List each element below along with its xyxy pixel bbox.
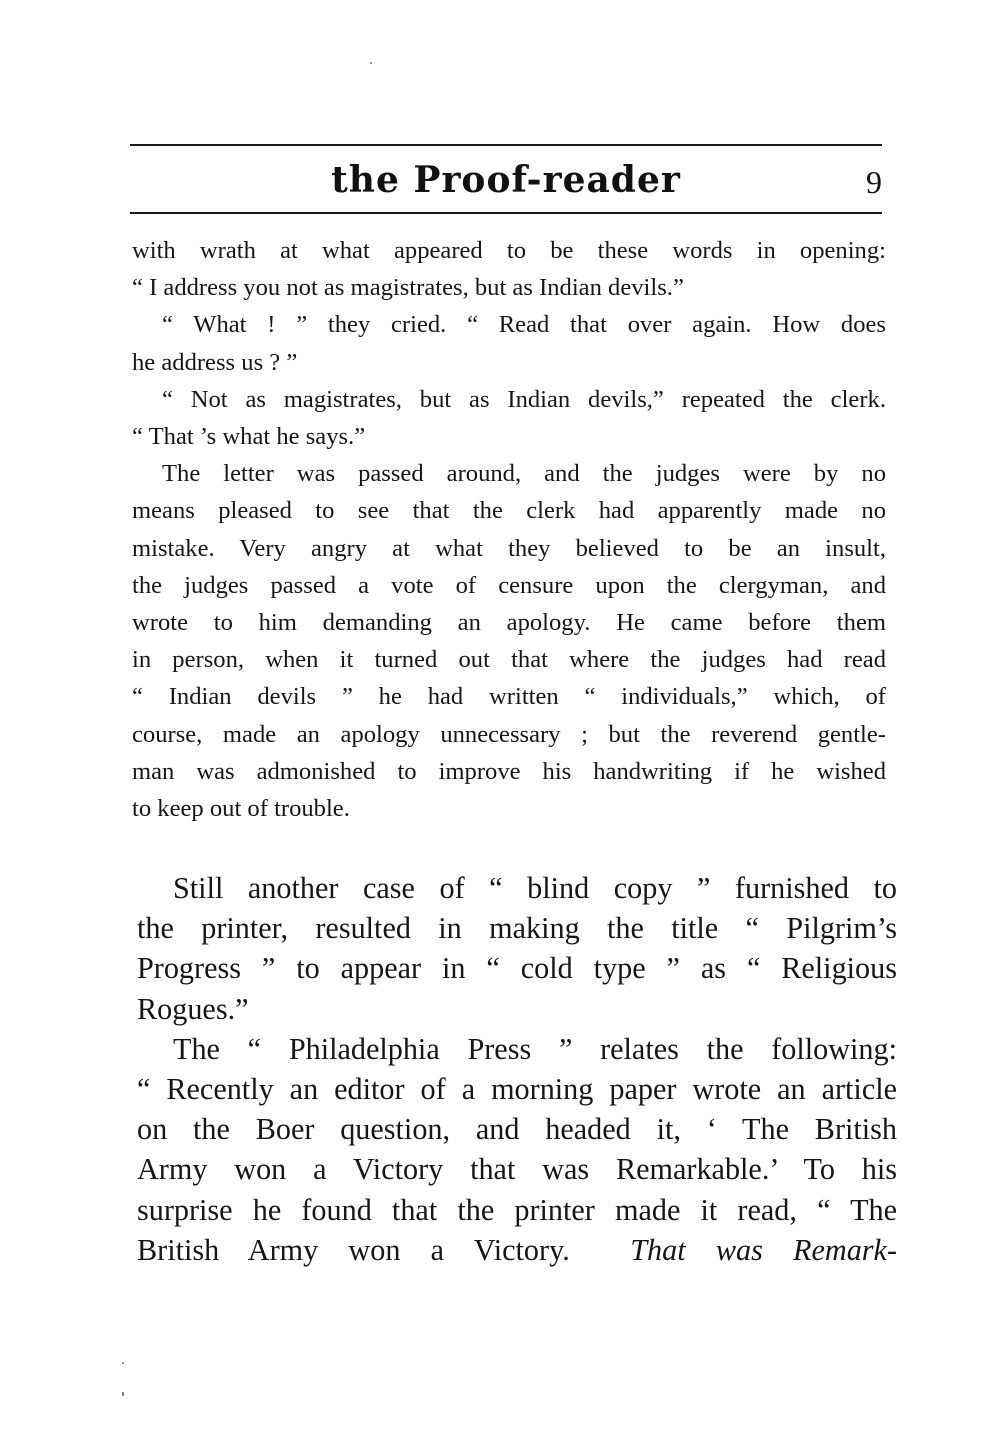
text-line: “ What ! ” they cried. “ Read that over again. How does — [162, 311, 886, 339]
paper-speck — [122, 1392, 124, 1396]
text-line: the printer, resulted in making the title “ Pilgrim’s — [137, 911, 897, 946]
passage-large-print — [137, 868, 897, 1270]
text-line-start: British Army won a Victory. — [137, 1232, 570, 1267]
header-rule-top — [130, 144, 882, 146]
text-line: “ Indian devils ” he had written “ individuals,” which, of — [132, 683, 886, 711]
text-line: Army won a Victory that was Remarkable.’ To his — [137, 1152, 897, 1187]
text-line: “ Recently an editor of a morning paper wrote an article — [137, 1072, 897, 1107]
text-line: mistake. Very angry at what they believed to be an insult, — [132, 534, 886, 562]
text-line: “ That ’s what he says.” — [132, 423, 366, 451]
text-line-final — [137, 1230, 897, 1270]
text-line: to keep out of trouble. — [132, 795, 350, 823]
text-line: he address us ? ” — [132, 348, 298, 376]
text-line: Rogues.” — [137, 991, 249, 1026]
text-line: with wrath at what appeared to be these words in opening: — [132, 237, 886, 264]
text-line: The “ Philadelphia Press ” relates the following: — [173, 1031, 897, 1066]
text-line: means pleased to see that the clerk had apparently made no — [132, 497, 886, 525]
text-line: in person, when it turned out that where the judges had read — [132, 646, 886, 674]
text-line: wrote to him demanding an apology. He came before them — [132, 609, 886, 637]
text-line: Still another case of “ blind copy ” furnished to — [173, 871, 897, 905]
passage-small-print — [132, 232, 886, 827]
text-line-italic: That was Remark- — [630, 1232, 897, 1267]
text-line: on the Boer question, and headed it, ‘ The British — [137, 1112, 897, 1147]
text-line: man was admonished to improve his handwriting if he wished — [132, 757, 886, 785]
running-title: the Proof-reader — [331, 159, 681, 201]
text-line: “ Not as magistrates, but as Indian devils,” repeated the clerk. — [162, 385, 886, 413]
paper-speck — [370, 62, 372, 64]
header-rule-bottom — [130, 212, 882, 214]
text-line: Progress ” to appear in “ cold type ” as “ Religious — [137, 951, 897, 986]
text-line: course, made an apology unnecessary ; but the reverend gentle- — [132, 720, 886, 748]
page-number: 9 — [866, 164, 882, 200]
text-line: “ I address you not as magistrates, but as Indian devils.” — [132, 274, 684, 302]
text-line: surprise he found that the printer made it read, “ The — [137, 1192, 897, 1227]
text-line: The letter was passed around, and the judges were by no — [162, 460, 886, 488]
paper-speck — [122, 1362, 124, 1364]
text-line: the judges passed a vote of censure upon the clergyman, and — [132, 571, 886, 599]
